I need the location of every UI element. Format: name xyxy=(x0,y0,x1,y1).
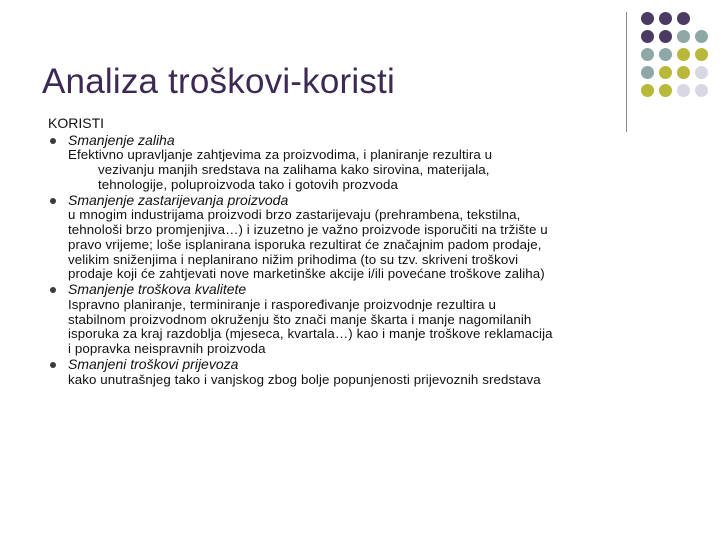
decorative-dot xyxy=(641,48,654,61)
list-item xyxy=(48,357,688,387)
list-item xyxy=(48,193,688,283)
text-line: isporuka za kraj razdoblja (mjeseca, kvartala…) kao i manje troškove reklamacija xyxy=(68,326,553,342)
bullet-icon xyxy=(50,287,56,293)
section-heading: KORISTI xyxy=(48,115,105,131)
decorative-dot xyxy=(641,66,654,79)
text-line: stabilnom proizvodnom okruženju što znači manje škarta i manje nagomilanih xyxy=(68,311,532,327)
item-text xyxy=(68,208,688,282)
list-item xyxy=(48,133,688,193)
slide-title: Analiza troškovi-koristi xyxy=(42,62,395,101)
list-item xyxy=(48,282,688,357)
text-line: tehnološi brzo promjenjiva…) i izuzetno je važno proizvode isporučiti na tržište u xyxy=(68,221,548,237)
item-title: Smanjeni troškovi prijevoza xyxy=(68,355,239,372)
text-line: i popravka neispravnih proizvoda xyxy=(68,341,266,357)
decorative-dot xyxy=(677,48,690,61)
decorative-dot xyxy=(659,12,672,25)
text-line: Efektivno upravljanje zahtjevima za proizvodima, i planiranje rezultira u xyxy=(68,147,493,163)
decorative-dot xyxy=(695,48,708,61)
item-title: Smanjenje troškova kvalitete xyxy=(68,281,247,298)
decorative-dot xyxy=(677,84,690,97)
bullet-icon xyxy=(50,362,56,368)
item-text xyxy=(68,148,688,192)
decorative-dot xyxy=(695,66,708,79)
item-text xyxy=(68,373,688,388)
decorative-dot xyxy=(695,30,708,43)
decorative-dot xyxy=(659,84,672,97)
decorative-dot xyxy=(677,12,690,25)
slide-body xyxy=(48,112,688,387)
decorative-dot xyxy=(641,84,654,97)
decorative-dot xyxy=(677,66,690,79)
decorative-dot xyxy=(695,84,708,97)
text-line: vezivanju manjih sredstava na zalihama kako sirovina, materijala, xyxy=(98,161,490,177)
item-text xyxy=(68,298,688,357)
text-line: prodaje koji će zahtjevati nove marketinške akcije i/ili povećane troškove zaliha) xyxy=(68,266,545,282)
decorative-dot xyxy=(659,30,672,43)
item-title: Smanjenje zaliha xyxy=(68,131,175,148)
text-line: tehnologije, poluproizvoda tako i gotovih prozvoda xyxy=(98,176,398,192)
text-line: velikim sniženjima i neplanirano nižim prihodima (to su tzv. skriveni troškovi xyxy=(68,251,519,267)
bullet-icon xyxy=(50,138,56,144)
decorative-dot xyxy=(677,30,690,43)
decorative-dot xyxy=(659,48,672,61)
decorative-dot xyxy=(641,30,654,43)
decorative-dot xyxy=(641,12,654,25)
decorative-dot xyxy=(659,66,672,79)
text-line: pravo vrijeme; loše isplanirana isporuka rezultirat će značajnim padom prodaje, xyxy=(68,236,542,252)
item-title: Smanjenje zastarijevanja proizvoda xyxy=(68,191,289,208)
bullet-icon xyxy=(50,198,56,204)
text-line: Ispravno planiranje, terminiranje i raspoređivanje proizvodnje rezultira u xyxy=(68,296,496,312)
text-line: kako unutrašnjeg tako i vanjskog zbog bolje popunjenosti prijevoznih sredstava xyxy=(68,371,541,387)
text-line: u mnogim industrijama proizvodi brzo zastarijevaju (prehrambena, tekstilna, xyxy=(68,207,521,223)
